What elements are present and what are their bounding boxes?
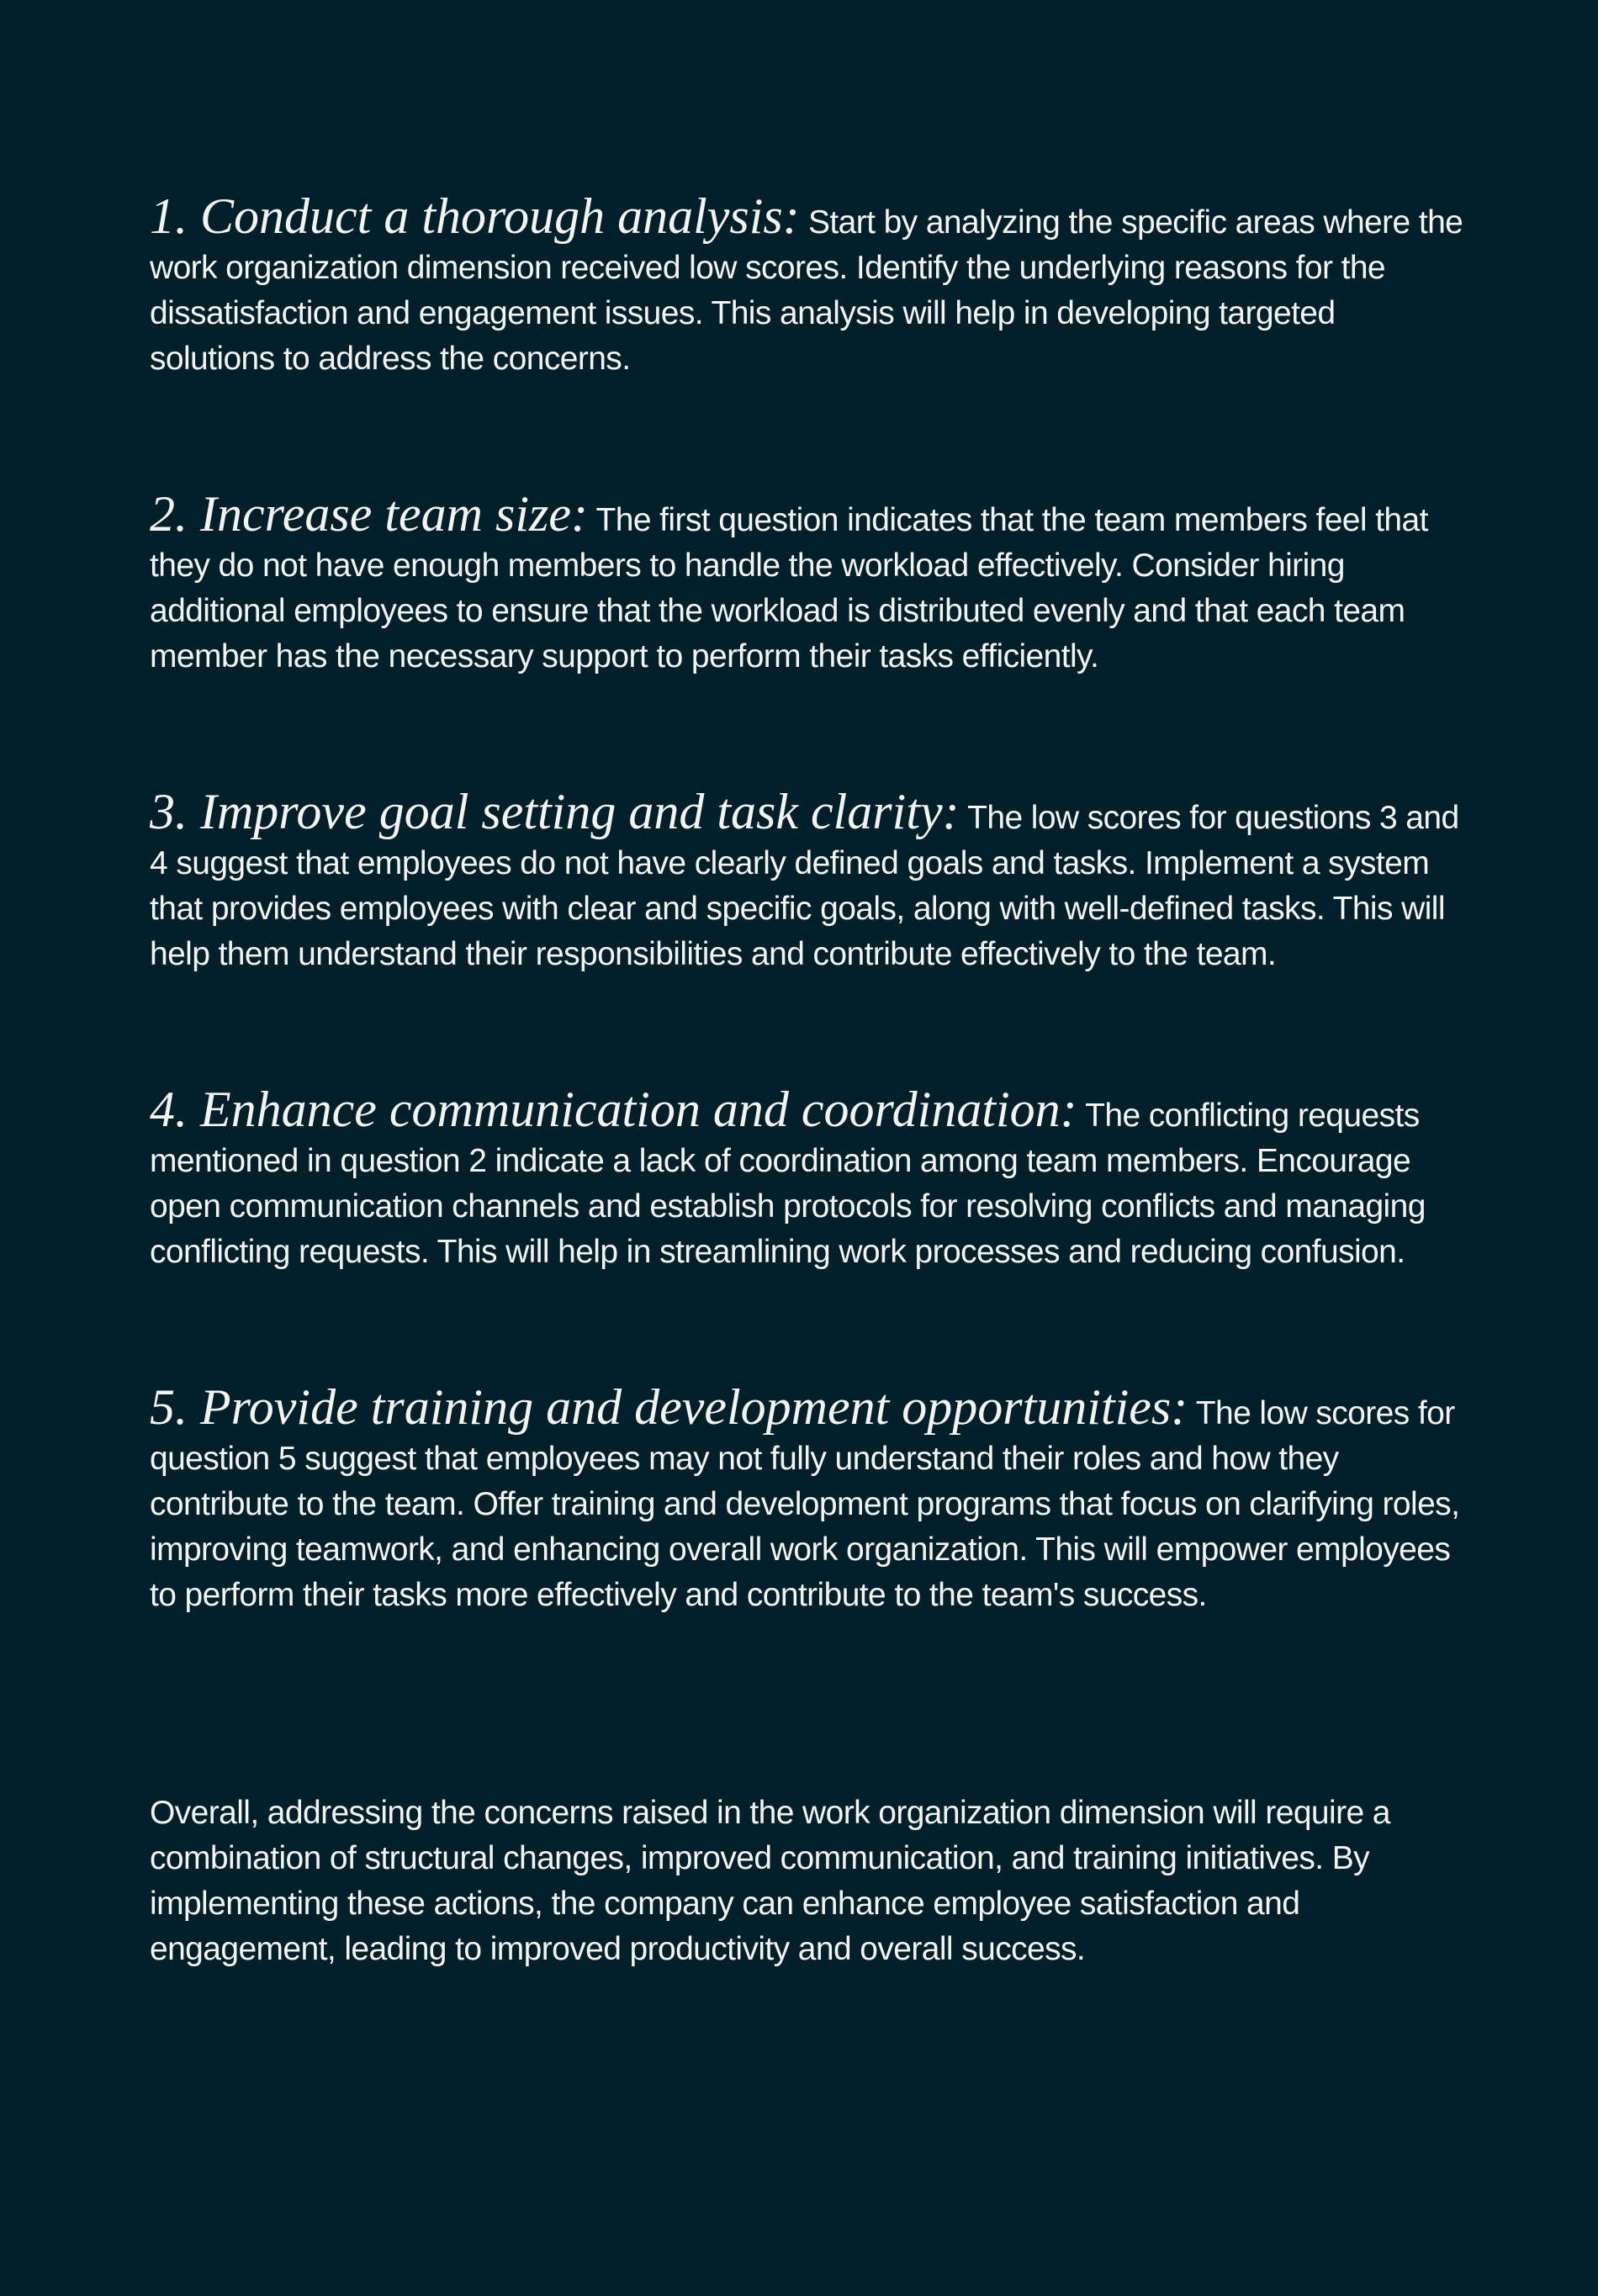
recommendation-1-title: 1. Conduct a thorough analysis:	[150, 188, 800, 244]
recommendation-3-body: The low scores for questions 3 and 4 suggest that employees do not have clearly defined goals and tasks. Implement a system that provides employees with clear and specific goals, along with well-defined tasks. This will help them understand their responsibilities and contribute effectively to the team.	[150, 800, 1459, 972]
recommendation-1	[150, 188, 1466, 382]
recommendation-3-title: 3. Improve goal setting and task clarity:	[150, 784, 960, 839]
recommendation-4-title: 4. Enhance communication and coordination:	[150, 1082, 1077, 1137]
recommendation-4	[150, 1082, 1466, 1275]
recommendation-5-body: The low scores for question 5 suggest that employees may not fully understand their roles and how they contribute to the team. Offer training and development programs that focus on clarifying roles, improving teamwork, and enhancing overall work organization. This will empower employees to perform their tasks more effectively and contribute to the team's success.	[150, 1395, 1460, 1613]
recommendation-2-body: The first question indicates that the team members feel that they do not have enough members to handle the workload effectively. Consider hiring additional employees to ensure that the workload is distributed evenly and that each team member has the necessary support to perform their tasks efficiently.	[150, 502, 1428, 675]
recommendation-2	[150, 486, 1466, 680]
recommendation-4-body: The conflicting requests mentioned in question 2 indicate a lack of coordination among team members. Encourage open communication channels and establish protocols for resolving conflicts and managing conflicting requests. This will help in streamlining work processes and reducing confusion.	[150, 1098, 1426, 1270]
recommendation-5	[150, 1379, 1466, 1618]
recommendation-2-title: 2. Increase team size:	[150, 486, 588, 542]
recommendations-page	[150, 188, 1466, 2005]
recommendation-5-title: 5. Provide training and development opportunities:	[150, 1379, 1188, 1435]
recommendation-1-body: Start by analyzing the specific areas where the work organization dimension received low scores. Identify the underlying reasons for the dissatisfaction and engagement issues. This analysis will help in developing targeted solutions to address the concerns.	[150, 204, 1463, 377]
recommendation-3	[150, 784, 1466, 977]
summary-paragraph: Overall, addressing the concerns raised in the work organization dimension will require a combination of structural changes, improved communication, and training initiatives. By implementing these actions, the company can enhance employee satisfaction and engagement, leading to improved productivity and overall success.	[150, 1795, 1390, 1967]
